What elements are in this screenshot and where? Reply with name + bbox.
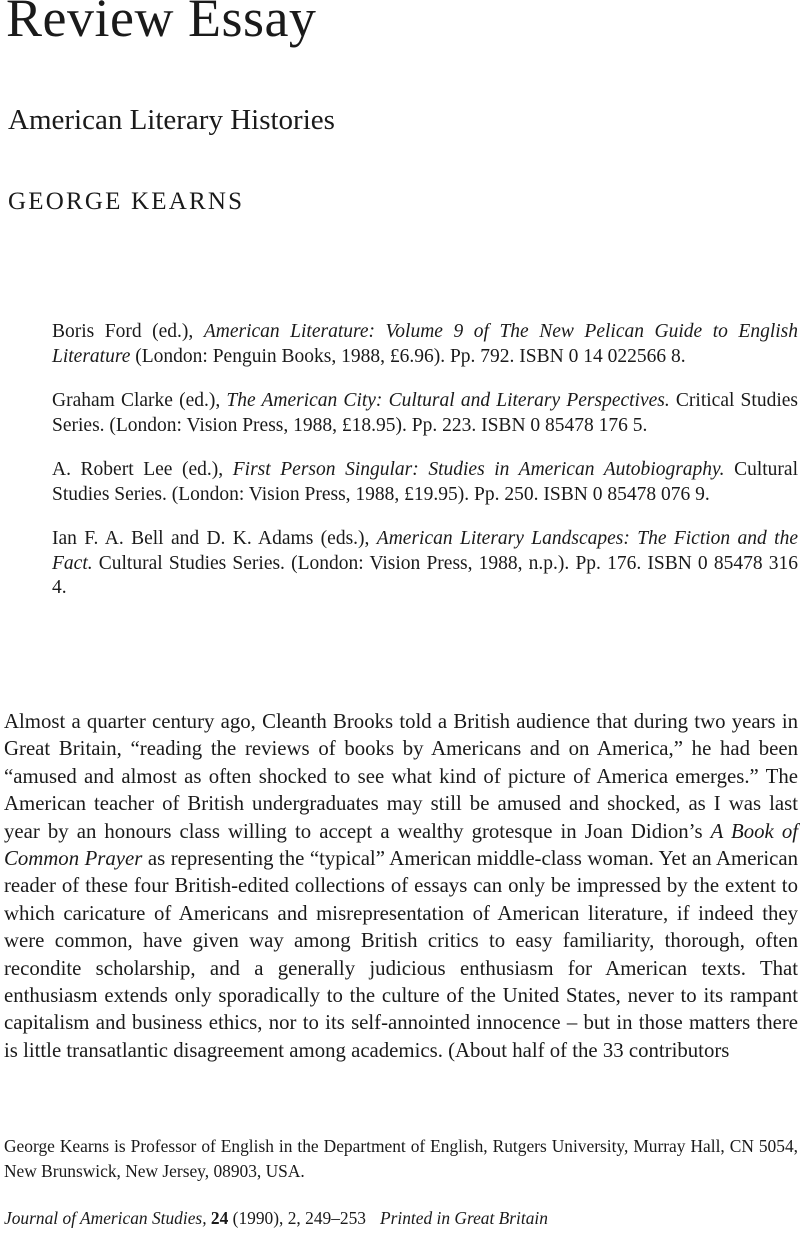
journal-issue-pages: (1990), 2, 249–253: [232, 1208, 366, 1228]
book-details: Critical Studies Series. (London: Vision Press, 1988, £18.95). Pp. 223. ISBN 0 85478 176 5.: [52, 390, 798, 436]
book-title: American Literary Landscapes: The Fiction and the Fact.: [52, 528, 798, 574]
book-editor: Boris Ford (ed.),: [52, 321, 204, 342]
book-details: Cultural Studies Series. (London: Vision Press, 1988, £19.95). Pp. 250. ISBN 0 85478 076 9.: [52, 459, 798, 505]
body-text-before: Almost a quarter century ago, Cleanth Brooks told a British audience that during two years in Great Britain, “reading the reviews of books by Americans and on America,” he had been “amused and almost as often shocked to see what kind of picture of America emerges.” The American teacher of British undergraduates may still be amused and shocked, as I was last year by an honours class willing to accept a wealthy grotesque in Joan Didion’s: [4, 710, 798, 843]
journal-name: Journal of American Studies,: [4, 1208, 207, 1228]
book-entry: [52, 320, 798, 369]
book-entry: [52, 527, 798, 601]
book-details: (London: Penguin Books, 1988, £6.96). Pp. 792. ISBN 0 14 022566 8.: [130, 345, 686, 367]
section-title: Review Essay: [6, 0, 317, 48]
journal-volume: 24: [210, 1208, 229, 1228]
essay-body-paragraph: [4, 708, 798, 1064]
journal-citation: [4, 1207, 548, 1229]
book-title: First Person Singular: Studies in American Autobiography.: [232, 459, 725, 480]
essay-title: American Literary Histories: [8, 104, 335, 136]
printed-location: Printed in Great Britain: [380, 1208, 548, 1228]
book-details: Cultural Studies Series. (London: Vision Press, 1988, n.p.). Pp. 176. ISBN 0 85478 316 4.: [52, 552, 798, 598]
reviewed-books-list: [52, 320, 798, 621]
book-editor: Graham Clarke (ed.),: [52, 390, 227, 411]
book-title: The American City: Cultural and Literary Perspectives.: [226, 390, 670, 411]
author-affiliation-footnote: George Kearns is Professor of English in the Department of English, Rutgers University, Murray Hall, CN 5054, New Brunswick, New Jersey, 08903, USA.: [4, 1136, 798, 1181]
body-text-after: as representing the “typical” American middle-class woman. Yet an American reader of these four British-edited collections of essays can only be impressed by the extent to which caricature of Americans and misrepresentation of American literature, if indeed they were common, have given way among British critics to easy familiarity, thorough, often recondite scholarship, and a generally judicious enthusiasm for American texts. That enthusiasm extends only sporadically to the culture of the United States, never to its rampant capitalism and business ethics, nor to its self-annointed innocence – but in those matters there is little transatlantic disagreement among academics. (About half of the 33 contributors: [4, 847, 798, 1062]
author-name: GEORGE KEARNS: [8, 188, 245, 215]
book-entry: [52, 389, 798, 438]
book-editor: Ian F. A. Bell and D. K. Adams (eds.),: [52, 528, 377, 549]
book-title: American Literature: Volume 9 of The New Pelican Guide to English Literature: [52, 321, 798, 367]
book-entry: [52, 458, 798, 507]
body-book-title: A Book of Common Prayer: [4, 819, 798, 871]
book-editor: A. Robert Lee (ed.),: [52, 459, 233, 480]
